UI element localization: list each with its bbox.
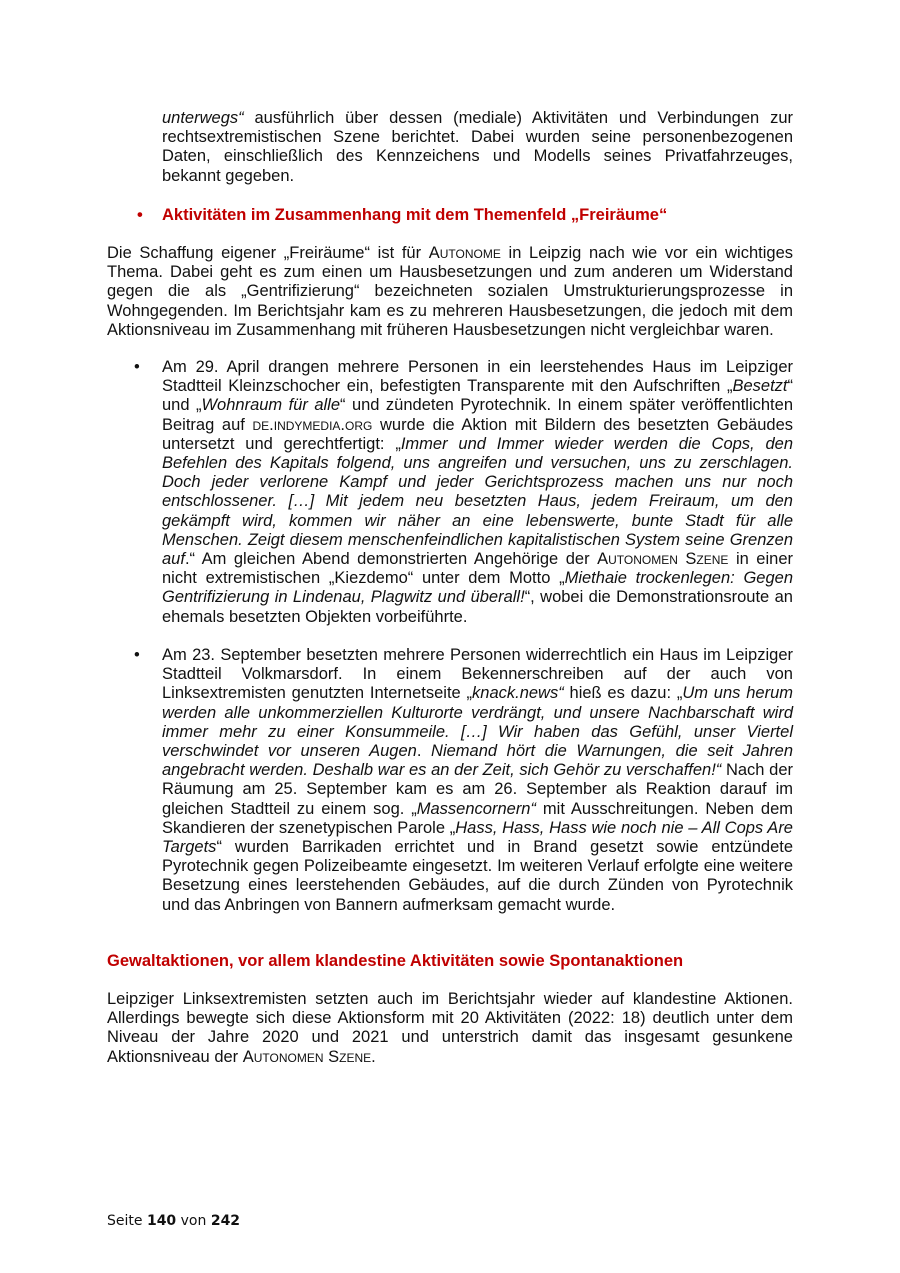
bullet-april-paragraph: Am 29. April drangen mehrere Personen in ein leerstehendes Haus im Leipziger Stadtteil Kleinzschocher ein, befestigten Transparente mit den Aufschriften „Besetzt“ und „Wohnraum für alle“ und zündeten Pyrotechnik. In einem später veröffentlichten Beitrag auf de.indymedia.org wurde die Aktion mit Bildern des besetzten Gebäudes untersetzt und gerechtfertigt: „Immer und Immer wieder werden die Cops, den Befehlen des Kapitals folgend, uns angreifen und versuchen, uns zu zerschlagen. Doch jeder verlorene Kampf und jeder Gerichtsprozess machen uns nur noch entschlossener. […] Mit jedem neu besetzten Haus, jedem Freiraum, um den gekämpft wird, kommen wir näher an eine lebenswerte, bunte Stadt für alle Menschen. Zeigt diesem menschenfeindlichen kapitalistischen System seine Grenzen auf.“ Am gleichen Abend demonstrierten Angehörige der Autonomen Szene in einer nicht extremistischen „Kiezdemo“ unter dem Motto „Miethaie trockenlegen: Gegen Gentrifizierung in Lindenau, Plagwitz und überall!“, wobei die Demonstrationsroute an ehemals besetzten Objekten vorbeiführte.	[162, 358, 794, 626]
bullet-marker: •	[134, 358, 140, 376]
gewalt-heading: Gewaltaktionen, vor allem klandestine Aktivitäten sowie Spontanaktionen	[107, 952, 684, 970]
bullet-marker: •	[134, 646, 140, 664]
intro-paragraph	[162, 109, 793, 186]
total-pages: 242	[210, 1213, 241, 1229]
footer-label: Seite	[107, 1213, 143, 1229]
page-footer	[107, 1212, 240, 1231]
footer-sep: von	[180, 1213, 207, 1229]
gewalt-paragraph: Leipziger Linksextremisten setzten auch im Berichtsjahr wieder auf klandestine Aktionen. Allerdings bewegte sich diese Aktionsform mit 20 Aktivitäten (2022: 18) deutlich unter dem Niveau der Jahre 2020 und 2021 und unterstrich damit das insgesamt gesunkene Aktionsniveau der Autonomen Szene.	[107, 990, 793, 1066]
intro-italic: unterwegs“	[162, 109, 244, 127]
current-page: 140	[146, 1213, 177, 1229]
freiraeume-paragraph: Die Schaffung eigener „Freiräume“ ist für Autonome in Leipzig nach wie vor ein wichtiges Thema. Dabei geht es zum einen um Hausbesetzungen und zum anderen um Widerstand gegen die als „Gentrifizierung“ bezeichneten sozialen Umstrukturierungsprozesse in Wohngegenden. Im Berichtsjahr kam es zu mehreren Hausbesetzungen, die jedoch mit dem Aktionsniveau im Zusammenhang mit früheren Hausbesetzungen nicht vergleichbar waren.	[107, 244, 793, 339]
freiraeume-heading: Aktivitäten im Zusammenhang mit dem Themenfeld „Freiräume“	[162, 206, 668, 224]
intro-text: ausführlich über dessen (mediale) Aktivitäten und Verbindungen zur rechtsextremistischen Szene berichtet. Dabei wurden seine personenbezogenen Daten, einschließlich des Kennzeichens und Modells seines Privatfahrzeuges, bekannt gegeben.	[162, 109, 793, 185]
bullet-marker: •	[137, 206, 143, 224]
april-quote: Immer und Immer wieder werden die Cops, den Befehlen des Kapitals folgend, uns angreifen und versuchen, uns zu zerschlagen. Doch jeder verlorene Kampf und jeder Gerichtsprozess machen uns nur noch entschlossener. […] Mit jedem neu besetzten Haus, jedem Freiraum, um den gekämpft wird, kommen wir näher an eine lebenswerte, bunte Stadt für alle Menschen. Zeigt diesem menschenfeindlichen kapitalistischen System seine Grenzen auf	[162, 434, 793, 569]
september-quote: Um uns herum werden alle unkommerziellen Kulturorte verdrängt, und unsere Nachbarschaft wird immer mehr zu einer Konsummeile. […] Wir haben das Gefühl, unser Viertel verschwindet vor unseren Augen	[162, 684, 793, 761]
indymedia-term: de.indymedia.org	[252, 415, 373, 434]
bullet-september-paragraph: Am 23. September besetzten mehrere Personen widerrechtlich ein Haus im Leipziger Stadtteil Volkmarsdorf. In einem Bekennerschreiben auf der auch von Linksextremisten genutzten Internetseite „knack.news“ hieß es dazu: „Um uns herum werden alle unkommerziellen Kulturorte verdrängt, und unsere Nachbarschaft wird immer mehr zu einer Konsummeile. […] Wir haben das Gefühl, unser Viertel verschwindet vor unseren Augen. Niemand hört die Warnungen, die seit Jahren angebracht werden. Deshalb war es an der Zeit, sich Gehör zu verschaffen!“ Nach der Räumung am 25. September kam es am 26. September als Reaktion darauf im gleichen Stadtteil zu einem sog. „Massencornern“ mit Ausschreitungen. Neben dem Skandieren der szenetypischen Parole „Hass, Hass, Hass wie noch nie – All Cops Are Targets“ wurden Barrikaden errichtet und in Brand gesetzt sowie entzündete Pyrotechnik gegen Polizeibeamte eingesetzt. Im weiteren Verlauf erfolgte eine weitere Besetzung eines leerstehenden Gebäudes, auf die durch Zünden von Pyrotechnik und das Anbringen von Bannern aufmerksam gemacht wurde.	[162, 646, 793, 914]
autonome-term: Autonome	[428, 244, 501, 262]
